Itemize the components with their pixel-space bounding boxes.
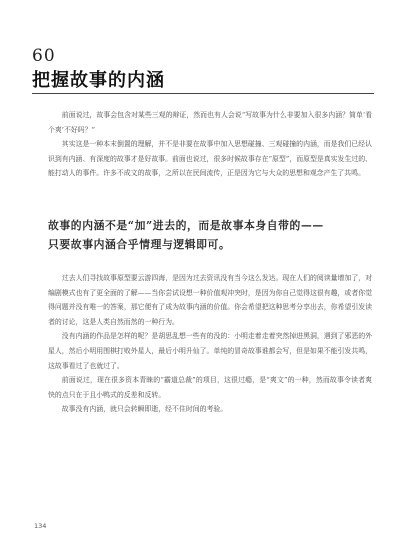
pull-quote bbox=[48, 216, 372, 254]
intro-text-block bbox=[48, 108, 372, 181]
paragraph: 前面说过，故事会包含对某些三观的辩证，然而也有人会说“写故事为什么非要加入很多内涵？简单‘看个爽’不好吗？” bbox=[48, 111, 372, 134]
body-text-block bbox=[48, 271, 372, 417]
pull-quote-line: 故事的内涵不是“加”进去的，而是故事本身自带的—— bbox=[48, 219, 324, 232]
chapter-title: 把握故事的内涵 bbox=[32, 70, 165, 91]
paragraph: 其实这是一种本末倒置的理解，并不是非要在故事中加入思想碰撞、三观碰撞的内涵，而是我们已经认识到有内涵、有深度的故事才是好故事。前面也说过，很多时候故事存在“原型”，而原型是真实发生过的、能打动人的事件。许多不成文的故事，之所以在民间流传，正是因为它与大众的思想和观念产生了共鸣。 bbox=[48, 140, 373, 178]
title-divider bbox=[32, 93, 374, 94]
pull-quote-line: 只要故事内涵合乎情理与逻辑即可。 bbox=[48, 238, 231, 251]
paragraph: 故事没有内涵，就只会转瞬即逝，经不住时间的考验。 bbox=[61, 405, 228, 414]
chapter-number: 60 bbox=[32, 46, 56, 66]
paragraph: 过去人们寻找故事原型要云游四海，是因为过去资讯没有当今这么发达。现在人们的阅读量增加了，对编剧模式也有了更全面的了解——当你尝试设想一种价值观冲突时，是因为你自己觉得这很有趣，或者你觉得问题并没有唯一的答案，那它便有了成为故事内涵的价值。你会希望把这种思考分享出去，你希望引发读者的讨论，这是人类自然而然的一种行为。 bbox=[48, 274, 372, 326]
paragraph: 前面说过，现在很多资本青睐的“霸道总裁”的项目，这很过瘾，是“爽文”的一种，然而故事令读者爽快的点只在于且小鸭式的反差和反转。 bbox=[48, 376, 372, 399]
page-number: 134 bbox=[34, 522, 47, 530]
paragraph: 没有内涵的作品是怎样的呢？是胡思乱想一些有的没的：小明走着走着突然掉进黑洞，遇到了邪恶的外星人，然后小明用围棋打败外星人，最后小明升仙了。单纯的冒奇故事谁都会写，但是如果不能引发共鸣，这故事看过了也就过了。 bbox=[48, 332, 372, 370]
